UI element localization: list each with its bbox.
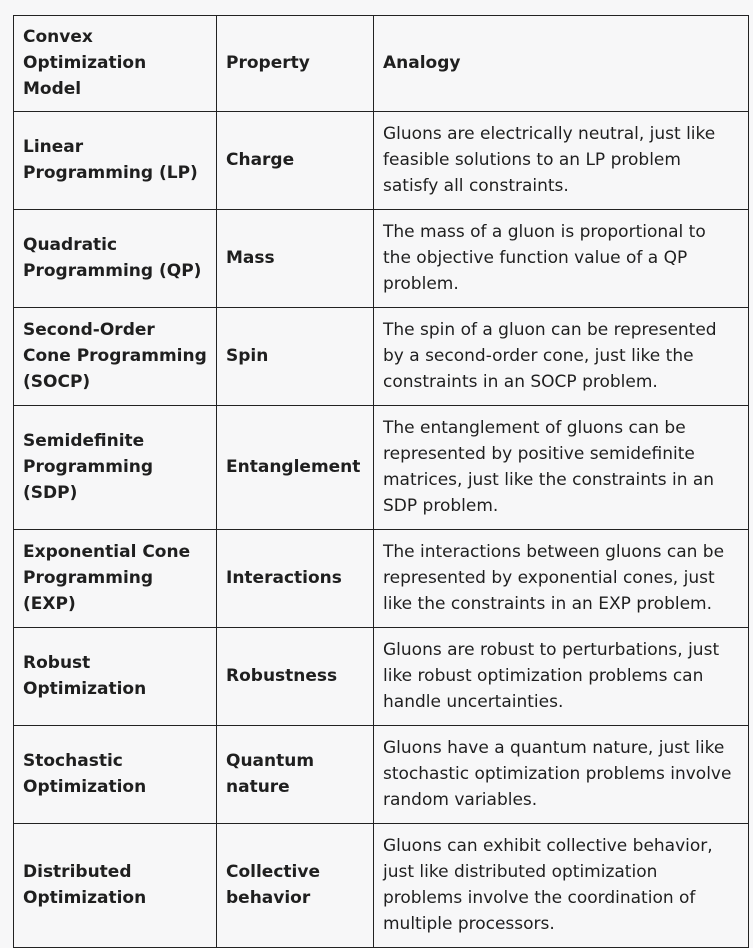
model-cell: Semidefinite Programming (SDP) (14, 406, 217, 530)
header-row (14, 16, 749, 112)
table-body (14, 112, 749, 948)
property-cell: Charge (217, 112, 374, 210)
analogy-cell: The mass of a gluon is proportional to the objective function value of a QP problem. (374, 210, 749, 308)
table-header (14, 16, 749, 112)
property-cell: Interactions (217, 530, 374, 628)
property-cell: Mass (217, 210, 374, 308)
header-model: Convex Optimization Model (14, 16, 217, 112)
table-row (14, 726, 749, 824)
table-row (14, 308, 749, 406)
analogy-table-container (13, 15, 748, 948)
table-row (14, 112, 749, 210)
property-cell: Quantum nature (217, 726, 374, 824)
analogy-cell: The entanglement of gluons can be represented by positive semidefinite matrices, just like the constraints in an SDP problem. (374, 406, 749, 530)
model-cell: Robust Optimization (14, 628, 217, 726)
model-cell: Linear Programming (LP) (14, 112, 217, 210)
table-row (14, 824, 749, 948)
analogy-cell: The interactions between gluons can be represented by exponential cones, just like the constraints in an EXP problem. (374, 530, 749, 628)
property-cell: Robustness (217, 628, 374, 726)
model-cell: Exponential Cone Programming (EXP) (14, 530, 217, 628)
table-row (14, 406, 749, 530)
analogy-cell: The spin of a gluon can be represented by a second-order cone, just like the constraints in an SOCP problem. (374, 308, 749, 406)
table-row (14, 530, 749, 628)
analogy-cell: Gluons are robust to perturbations, just like robust optimization problems can handle uncertainties. (374, 628, 749, 726)
table-row (14, 628, 749, 726)
header-property: Property (217, 16, 374, 112)
model-cell: Quadratic Programming (QP) (14, 210, 217, 308)
property-cell: Spin (217, 308, 374, 406)
analogy-cell: Gluons can exhibit collective behavior, just like distributed optimization problems involve the coordination of multiple processors. (374, 824, 749, 948)
analogy-cell: Gluons are electrically neutral, just like feasible solutions to an LP problem satisfy all constraints. (374, 112, 749, 210)
model-cell: Second-Order Cone Programming (SOCP) (14, 308, 217, 406)
property-cell: Collective behavior (217, 824, 374, 948)
analogy-table (13, 15, 749, 948)
model-cell: Stochastic Optimization (14, 726, 217, 824)
model-cell: Distributed Optimization (14, 824, 217, 948)
analogy-cell: Gluons have a quantum nature, just like stochastic optimization problems involve random variables. (374, 726, 749, 824)
table-row (14, 210, 749, 308)
property-cell: Entanglement (217, 406, 374, 530)
header-analogy: Analogy (374, 16, 749, 112)
